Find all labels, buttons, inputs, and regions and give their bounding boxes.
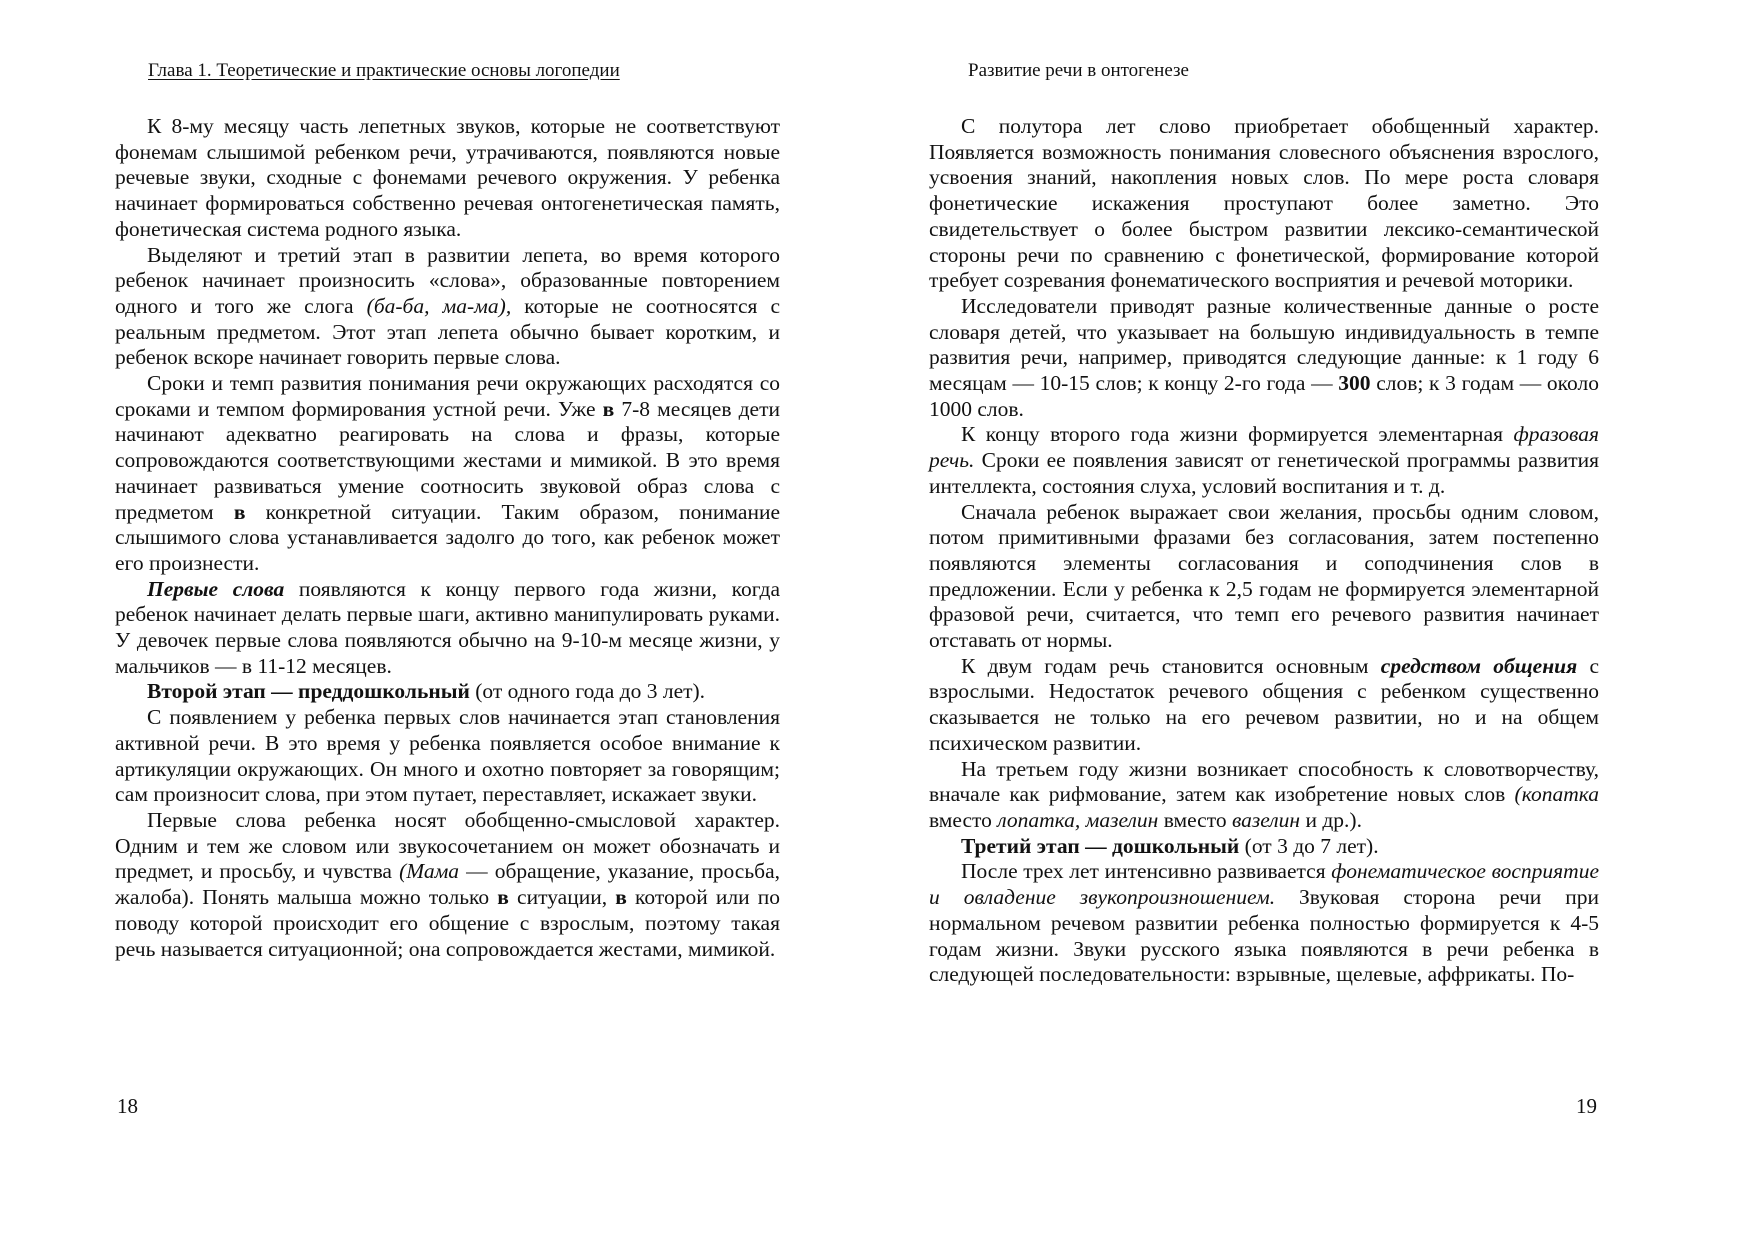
term-first-words: Первые слова — [147, 576, 285, 601]
left-paragraph-1: К 8-му месяцу часть лепетных звуков, которые не соответствуют фонемам слышимой ребенком речи, утрачиваются, появляются новые речевые звуки, сходные с фонемами речевого окружения. У ребенка начинает формироваться собственно речевая онтогенетическая память, фонетическая система родного языка. — [115, 114, 780, 241]
left-page-number: 18 — [117, 1094, 138, 1118]
left-running-header: Глава 1. Теоретические и практические основы логопедии — [148, 60, 620, 81]
right-paragraph-8: После трех лет интенсивно развивается фонематическое восприятие и овладение звукопроизношением. Звуковая сторона речи при нормальном речевом развитии ребенка полностью формируется к 4-5 годам жизни. Звуки русского языка появляются в речи ребенка в следующей последовательности: взрывные, щелевые, аффрикаты. По- — [929, 859, 1599, 987]
left-text-block — [115, 114, 780, 962]
left-paragraph-4: Первые слова появляются к концу первого года жизни, когда ребенок начинает делать первые шаги, активно манипулировать руками. У девочек первые слова появляются обычно на 9-10-м месяце жизни, у мальчиков — в 11-12 месяцев. — [115, 576, 780, 678]
term-means-of-communication: средством общения — [1380, 653, 1578, 678]
right-paragraph-2: Исследователи приводят разные количественные данные о росте словаря детей, что указывает на большую индивидуальность в темпе развития речи, например, приводятся следующие данные: к 1 году 6 месяцам — 10-15 слов; к концу 2-го года — 300 слов; к 3 годам — около 1000 слов. — [929, 293, 1599, 421]
left-paragraph-2: Выделяют и третий этап в развитии лепета, во время которого ребенок начинает произносить «слова», образованные повторением одного и того же слога (ба-ба, ма-ма), которые не соотносятся с реальным предметом. Этот этап лепета обычно бывает коротким, и ребенок вскоре начинает говорить первые слова. — [115, 242, 780, 370]
left-paragraph-3: Сроки и темп развития понимания речи окружающих расходятся со сроками и темпом формирования устной речи. Уже в 7-8 месяцев дети начинают адекватно реагировать на слова и фразы, которые сопровождаются соответствующими жестами и мимикой. В это время начинает развиваться умение соотносить звуковой образ слова с предметом в конкретной ситуации. Таким образом, понимание слышимого слова устанавливается задолго до того, как ребенок может его произнести. — [115, 371, 781, 575]
right-page — [876, 0, 1753, 1241]
right-paragraph-5: К двум годам речь становится основным средством общения с взрослыми. Недостаток речевого общения с ребенком существенно сказывается не только на его речевом развитии, но и на общем психическом развитии. — [929, 653, 1599, 755]
example-words: (ба-ба, ма-ма), — [366, 293, 512, 318]
right-text-block — [929, 114, 1599, 988]
right-paragraph-1: С полутора лет слово приобретает обобщенный характер. Появляется возможность понимания словесного объяснения взрослого, усвоения знаний, накопления новых слов. По мере роста словаря фонетические искажения проступают более заметно. Это свидетельствует о более быстром развитии лексико-семантической стороны речи по сравнению с фонетической, формирование которой требует созревания фонематического восприятия и речевой моторики. — [929, 114, 1599, 293]
right-paragraph-3: К концу второго года жизни формируется элементарная фразовая речь. Сроки ее появления зависят от генетической программы развития интеллекта, состояния слуха, условий воспитания и т. д. — [929, 422, 1599, 498]
left-paragraph-6: С появлением у ребенка первых слов начинается этап становления активной речи. В это время у ребенка появляется особое внимание к артикуляции окружающих. Он много и охотно повторяет за говорящим; сам произносит слова, при этом путает, переставляет, искажает звуки. — [115, 705, 780, 807]
right-page-number: 19 — [1576, 1094, 1597, 1118]
right-running-header: Развитие речи в онтогенезе — [968, 60, 1189, 81]
left-page — [0, 0, 876, 1241]
stage-two-heading: Второй этап — преддошкольный (от одного года до 3 лет). — [147, 679, 706, 704]
right-paragraph-4: Сначала ребенок выражает свои желания, просьбы одним словом, потом примитивными фразами без согласования, затем постепенно появляются элементы согласования и соподчинения слов в предложении. Если у ребенка к 2,5 годам не формируется элементарной фразовой речи, считается, что темп его речевого развития начинает отставать от нормы. — [929, 499, 1599, 653]
term-phonemic-perception: фонематическое восприятие и овладение звукопроизношением. — [929, 859, 1599, 910]
right-paragraph-6: На третьем году жизни возникает способность к словотворчеству, вначале как рифмование, затем как изобретение новых слов (копатка вместо лопатка, мазелин вместо вазелин и др.). — [929, 756, 1599, 832]
term-phrasal-speech: фразовая речь. — [929, 422, 1599, 473]
left-paragraph-7: Первые слова ребенка носят обобщенно-смысловой характер. Одним и тем же словом или звукосочетанием он может обозначать и предмет, и просьбу, и чувства (Мама — обращение, указание, просьба, жалоба). Понять малыша можно только в ситуации, в которой или по поводу которой происходит его общение с взрослым, поэтому такая речь называется ситуационной; она сопровождается жестами, мимикой. — [115, 807, 780, 961]
stage-three-heading: Третий этап — дошкольный (от 3 до 7 лет). — [961, 833, 1379, 858]
